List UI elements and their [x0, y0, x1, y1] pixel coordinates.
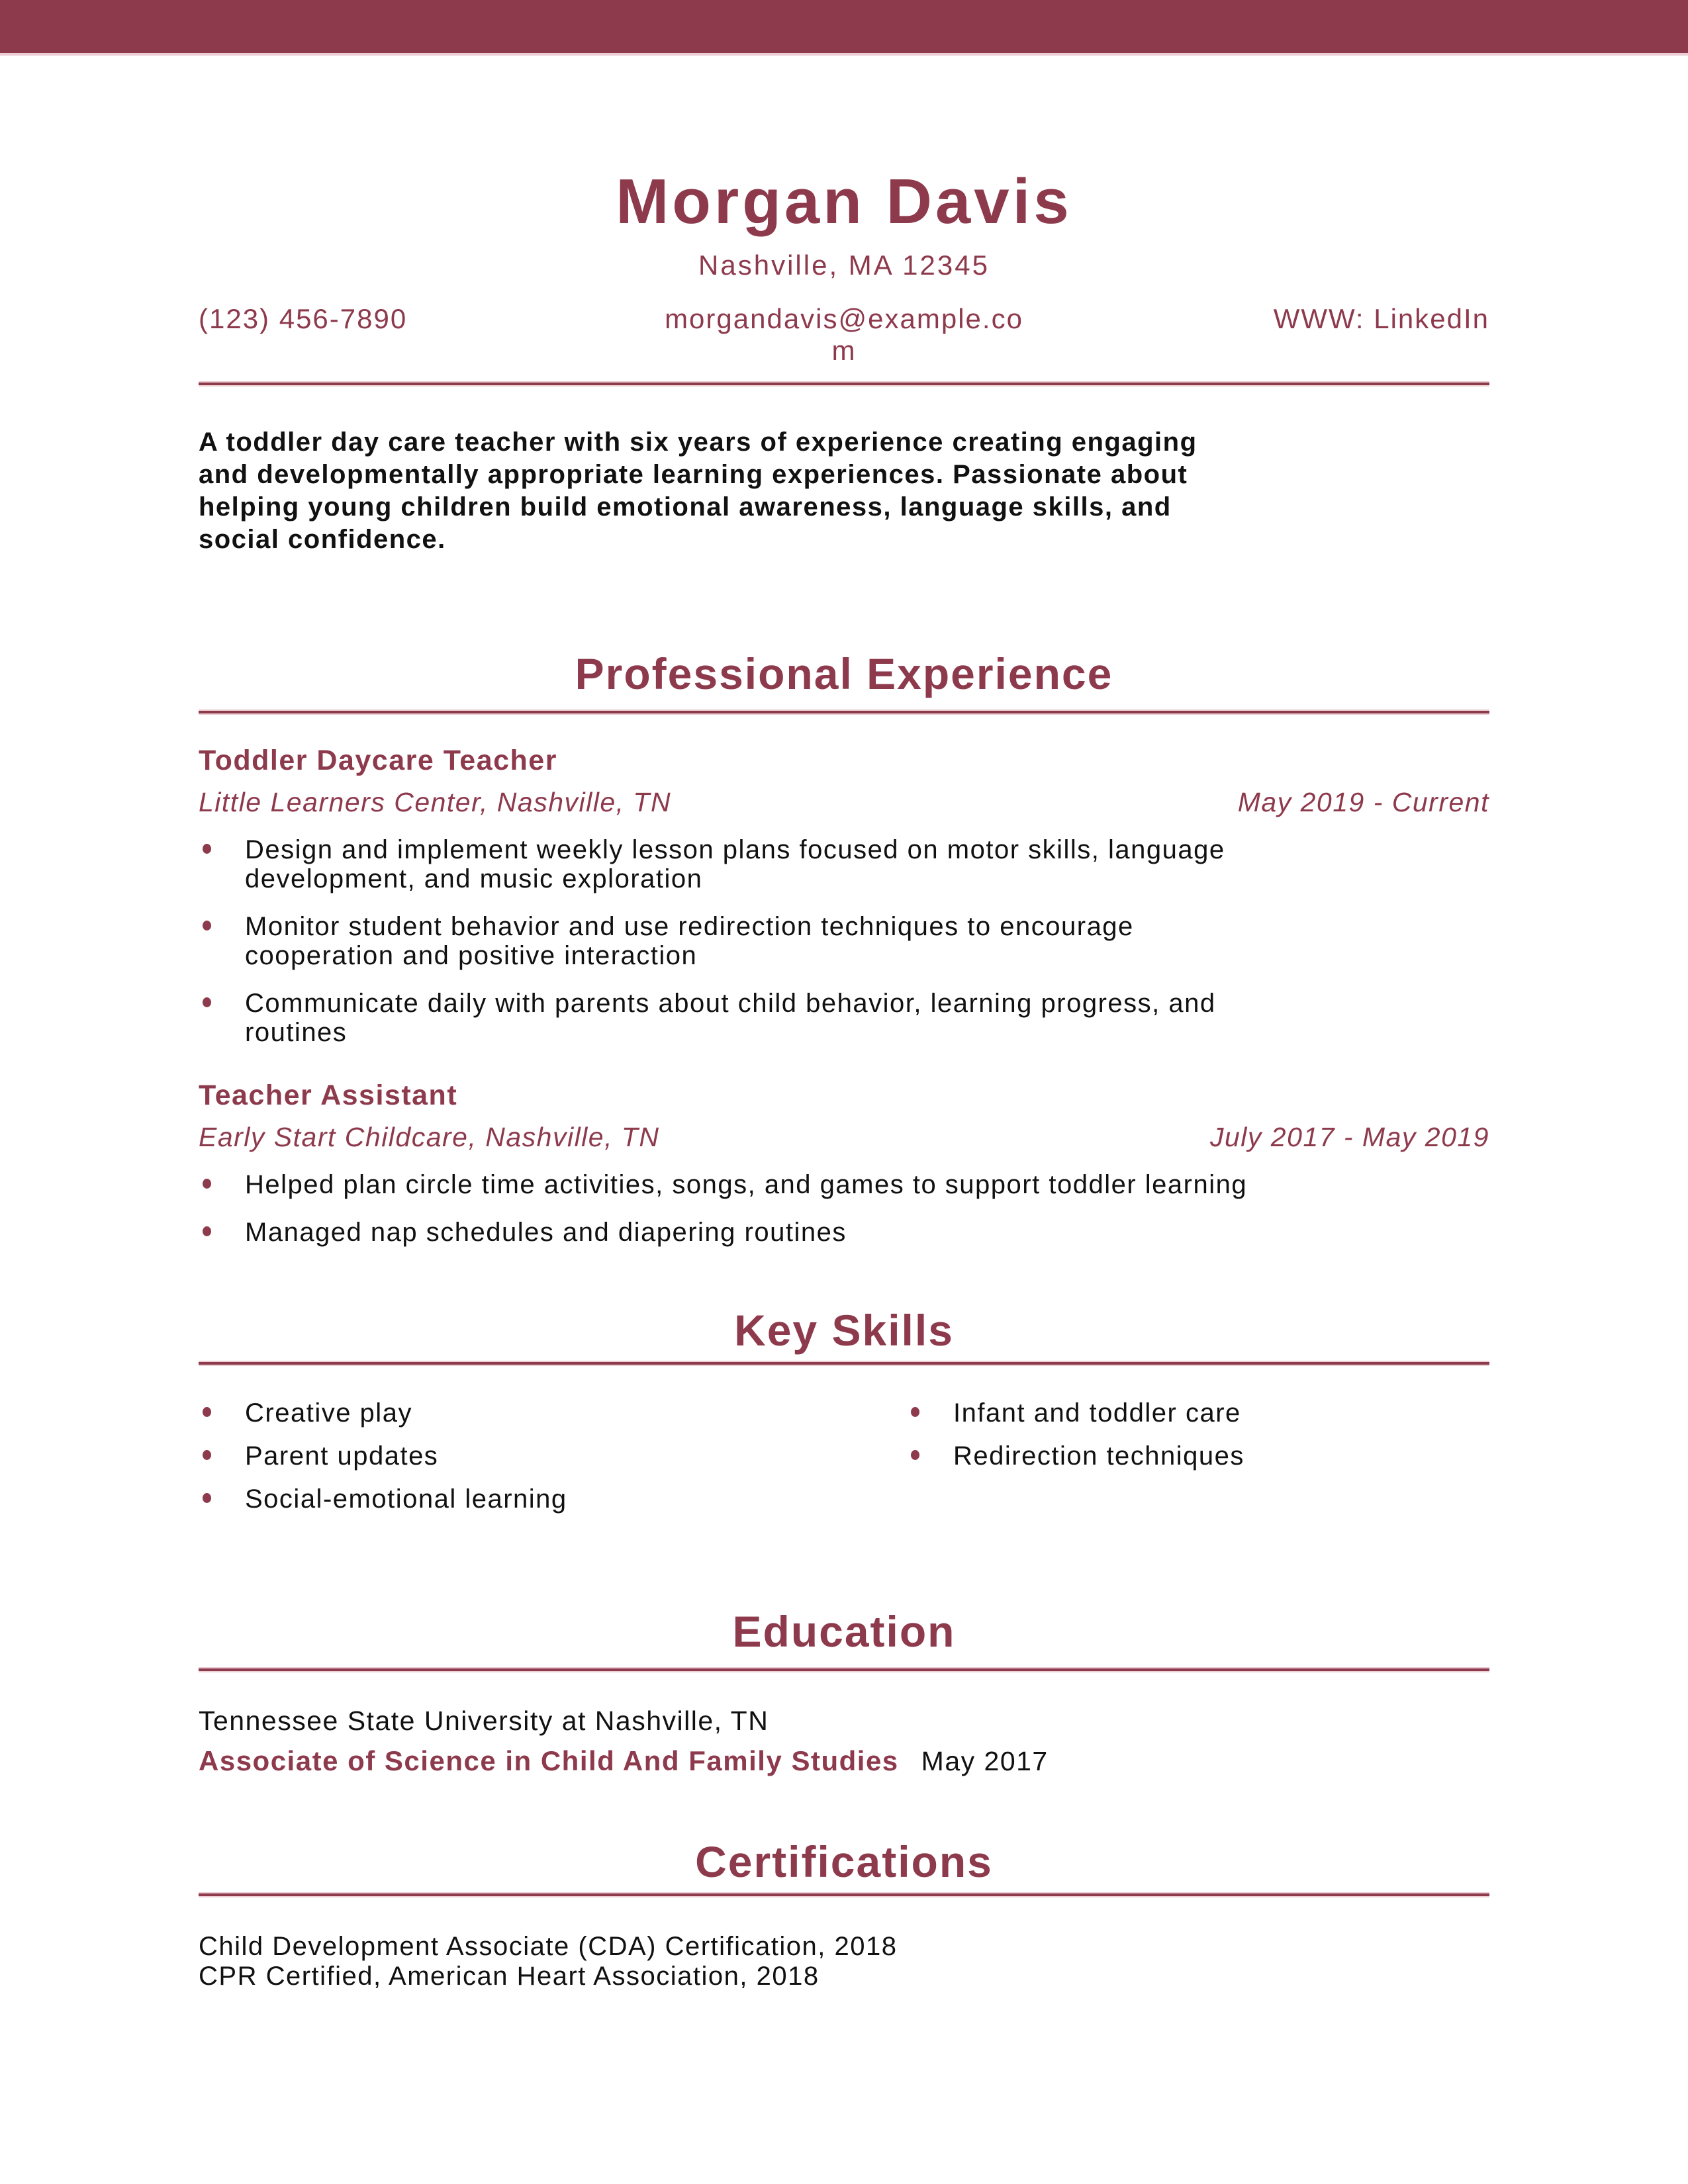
- experience-divider: [199, 709, 1489, 715]
- bullet-icon: [203, 921, 211, 931]
- bullet-icon: [203, 1226, 211, 1236]
- skill-label: Parent updates: [245, 1441, 439, 1471]
- bullet-line: development, and music exploration: [245, 864, 703, 893]
- certification-list: [199, 1932, 1489, 1991]
- bullet-line: cooperation and positive interaction: [245, 941, 698, 970]
- skills-column-left: [199, 1398, 907, 1527]
- bullet-line: Design and implement weekly lesson plans focused on motor skills, language: [245, 835, 1225, 864]
- phone-number[interactable]: (123) 456-7890: [199, 303, 408, 334]
- person-name: Morgan Davis: [616, 166, 1072, 237]
- bullet-icon: [203, 997, 211, 1007]
- certifications-divider: [199, 1892, 1489, 1897]
- job-title: Toddler Daycare Teacher: [199, 745, 557, 776]
- skills-heading: Key Skills: [734, 1306, 954, 1355]
- email-address[interactable]: [629, 303, 1059, 367]
- certification-item: CPR Certified, American Heart Association, 2018: [199, 1962, 820, 1991]
- list-item: [199, 1218, 1489, 1247]
- list-item: [199, 912, 1489, 970]
- job-entry: [199, 1079, 1489, 1247]
- education-heading: Education: [732, 1607, 956, 1656]
- list-item: [907, 1398, 1489, 1428]
- job-bullet-list: [199, 1170, 1489, 1247]
- job-entry: [199, 744, 1489, 1047]
- summary-line: helping young children build emotional awareness, language skills, and: [199, 492, 1172, 522]
- bullet-icon: [203, 1450, 211, 1460]
- job-subtitle-row: [199, 785, 1489, 819]
- list-item: [199, 1484, 907, 1514]
- job-subtitle-row: [199, 1120, 1489, 1154]
- list-item: [199, 1398, 907, 1428]
- education-degree: Associate of Science in Child And Family Studies: [199, 1745, 899, 1776]
- job-bullet-list: [199, 835, 1489, 1047]
- bullet-line: Communicate daily with parents about child behavior, learning progress, and: [245, 989, 1216, 1018]
- bullet-line: routines: [245, 1018, 348, 1047]
- summary-line: social confidence.: [199, 525, 446, 554]
- bullet-icon: [203, 1407, 211, 1417]
- certifications-heading: Certifications: [695, 1837, 993, 1886]
- skill-label: Social-emotional learning: [245, 1484, 567, 1514]
- education-date: May 2017: [921, 1746, 1049, 1776]
- bullet-icon: [203, 1179, 211, 1189]
- job-dates: July 2017 - May 2019: [1209, 1122, 1489, 1152]
- bullet-line: Monitor student behavior and use redirection techniques to encourage: [245, 912, 1134, 941]
- list-item: [199, 1170, 1489, 1199]
- bullet-line: Managed nap schedules and diapering routines: [245, 1218, 847, 1247]
- bullet-line: Helped plan circle time activities, songs, and games to support toddler learning: [245, 1170, 1248, 1199]
- skill-label: Infant and toddler care: [953, 1398, 1241, 1428]
- list-item: [199, 989, 1489, 1047]
- education-divider: [199, 1667, 1489, 1672]
- experience-heading: Professional Experience: [575, 649, 1113, 698]
- bullet-icon: [203, 1493, 211, 1503]
- summary-line: and developmentally appropriate learning experiences. Passionate about: [199, 460, 1188, 489]
- email-line-2: m: [831, 335, 857, 366]
- section-experience: [199, 649, 1489, 1247]
- bullet-icon: [911, 1407, 919, 1417]
- section-key-skills: [199, 1305, 1489, 1527]
- summary-line: A toddler day care teacher with six years of experience creating engaging: [199, 428, 1197, 457]
- education-school: Tennessee State University at Nashville, TN: [199, 1706, 769, 1736]
- job-company: Little Learners Center, Nashville, TN: [199, 787, 672, 817]
- resume-page: [199, 167, 1489, 1991]
- skill-label: Redirection techniques: [953, 1441, 1244, 1471]
- skill-label: Creative play: [245, 1398, 412, 1428]
- certification-item: Child Development Associate (CDA) Certification, 2018: [199, 1932, 898, 1961]
- linkedin-link[interactable]: WWW: LinkedIn: [1273, 303, 1489, 334]
- education-degree-row: [199, 1744, 1489, 1778]
- section-certifications: [199, 1837, 1489, 1991]
- person-location: Nashville, MA 12345: [698, 250, 990, 281]
- list-item: [199, 835, 1489, 893]
- skills-divider: [199, 1361, 1489, 1366]
- section-education: [199, 1606, 1489, 1778]
- bullet-icon: [911, 1450, 919, 1460]
- skills-column-right: [907, 1398, 1489, 1527]
- skills-grid: [199, 1398, 1489, 1527]
- job-title: Teacher Assistant: [199, 1079, 458, 1111]
- contact-row: [199, 303, 1489, 367]
- job-dates: May 2019 - Current: [1237, 787, 1489, 817]
- list-item: [199, 1441, 907, 1471]
- job-company: Early Start Childcare, Nashville, TN: [199, 1122, 660, 1152]
- bullet-icon: [203, 844, 211, 854]
- top-accent-bar: [0, 0, 1688, 56]
- professional-summary: [199, 426, 1489, 556]
- list-item: [907, 1441, 1489, 1471]
- header-divider: [199, 381, 1489, 387]
- email-line-1: morgandavis@example.co: [665, 303, 1023, 334]
